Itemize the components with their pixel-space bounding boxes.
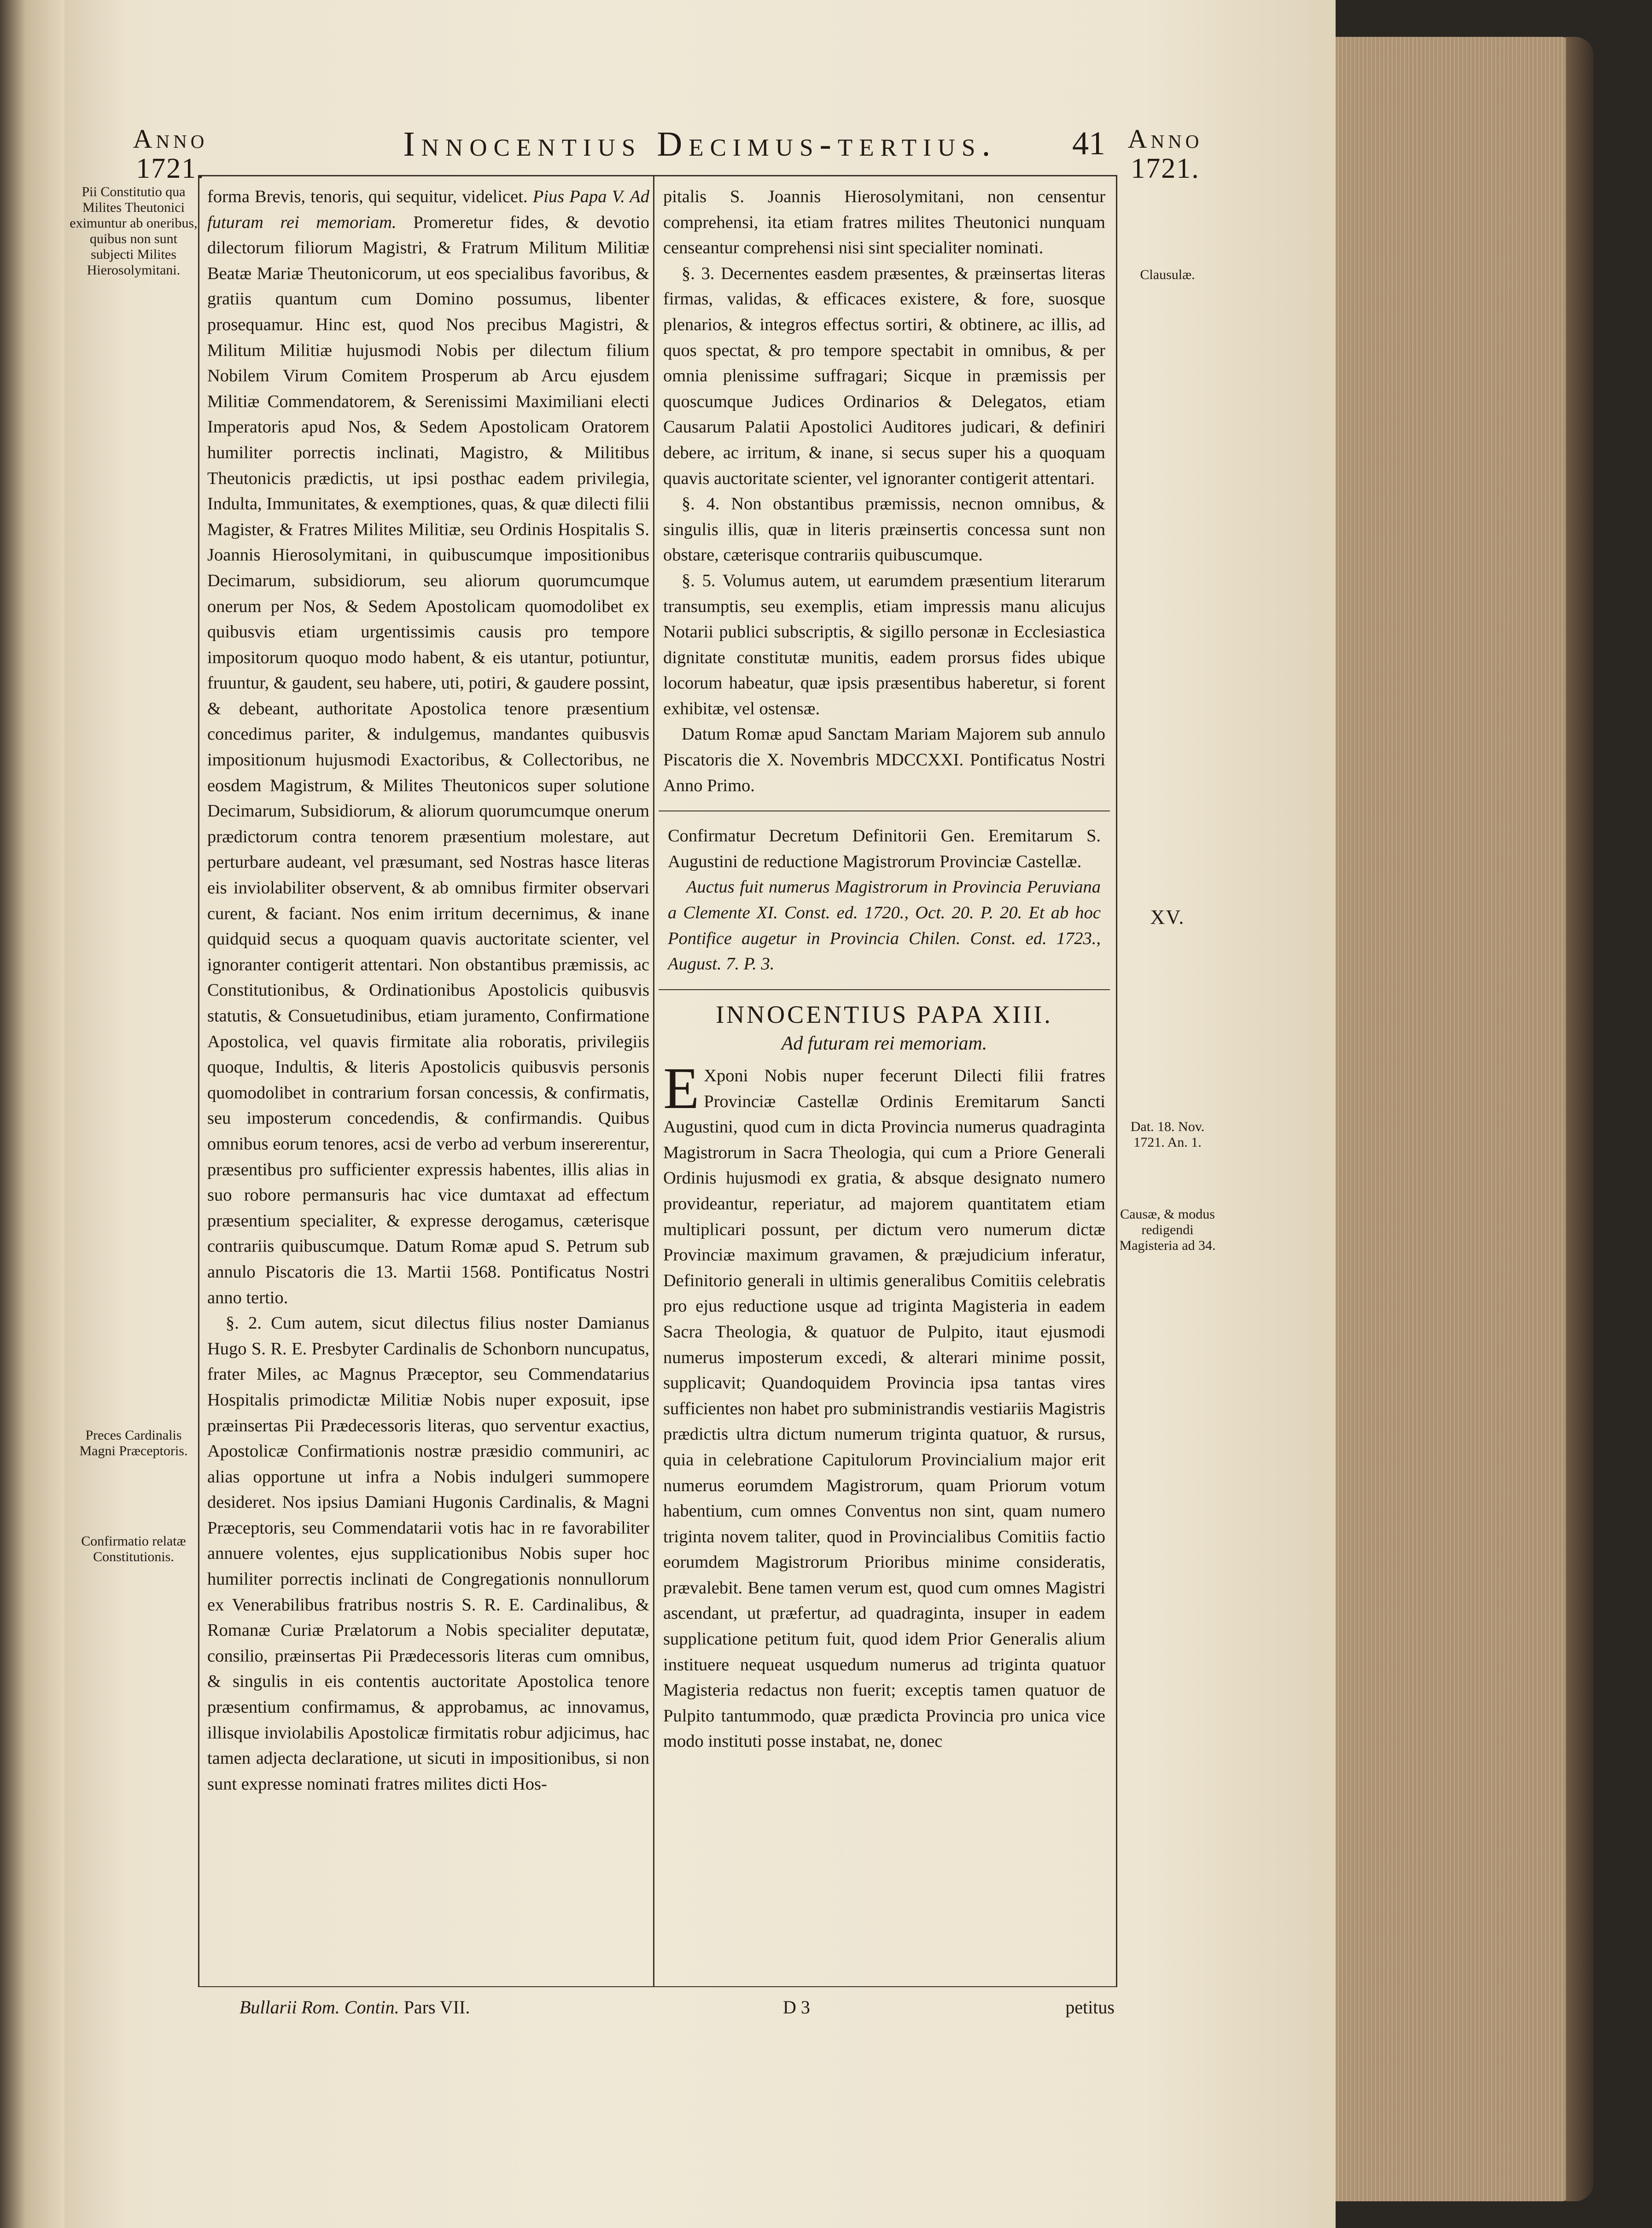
book-fore-edge <box>1336 37 1575 2201</box>
drop-cap: E <box>663 1056 700 1121</box>
body-paragraph <box>663 1056 1105 1755</box>
footer-source <box>239 1996 470 2018</box>
facing-page-edge <box>0 0 64 2228</box>
document-heading: INNOCENTIUS PAPA XIII. <box>716 1000 1053 1028</box>
paragraph-5: §. 5. Volumus autem, ut earumdem præsentium literarum transumptis, seu exemplis, etiam impressis manu alicujus Notarii publici subscriptis, & sigillo personæ in Ecclesiastica dignitate constitutæ munitis, eadem prorsus fides ubique locorum habeatur, quæ ipsis præsentibus haberetur, si forent exhibitæ, vel ostensæ. <box>663 571 1105 718</box>
catchword: petitus <box>1065 1997 1115 2018</box>
paragraph-2: §. 2. Cum autem, sicut dilectus filius noster Damianus Hugo S. R. E. Presbyter Cardinalis de Schonborn nuncupatus, frater Miles, ac Magnus Præceptor, seu Commendatarius Hospitalis primodictæ Militiæ Nobis nuper exposuit, ipse præinsertas Pii Prædecessoris literas, quo serventur exactius, Apostolicæ Confirmationis nostræ præsidio communiri, ac alias opportune ut infra a Nobis indulgeri summopere desideret. Nos ipsius Damiani Hugonis Cardinalis, & Magni Præceptoris, seu Commendatarii votis hac in re favorabiliter annuere volentes, ejus supplicationibus Nobis super hoc humiliter porrectis inclinati de Congregationis nonnullorum ex Venerabilibus fratribus nostris S. R. E. Cardinalibus, & Romanæ Curiæ Prælatorum a Nobis specialiter deputatæ, consilio, præinsertas Pii Prædecessoris literas cum omnibus, & singulis in eis contentis auctoritate Apostolica tenore præsentium confirmamus, & approbamus, ac innovamus, illisque inviolabilis Apostolicæ firmitatis robur adjicimus, hac tamen adjecta declaratione, ut sicuti in impositionibus, si non sunt expresse nominati fratres milites dicti Hos- <box>207 1313 649 1794</box>
margin-note-right-1: Clausulæ. <box>1140 267 1195 282</box>
margin-note-right-3: Causæ, & modus redigendi Magisteria ad 34. <box>1119 1207 1216 1253</box>
signature-mark: D 3 <box>783 1997 810 2018</box>
margin-note-right-2: Dat. 18. Nov. 1721. An. 1. <box>1130 1119 1205 1150</box>
p1-italic: Pius Papa V. Ad futuram rei memoriam. <box>207 187 650 232</box>
p1-intro: forma Brevis, tenoris, qui sequitur, videlicet. <box>207 187 528 206</box>
paragraph-continued: pitalis S. Joannis Hierosolymitani, non censentur comprehensi, ita etiam fratres milites Theutonici nunquam censeantur comprehensi nisi sint specialiter nominati. <box>663 187 1105 258</box>
page-title: Innocentius Decimus-tertius. <box>403 125 997 163</box>
section-number: XV. <box>1150 906 1185 928</box>
margin-note-left-1: Pii Constitutio qua Milites Theutonici eximuntur ab oneribus, quibus non sunt subjecti Milites Hierosolymitani. <box>70 184 198 278</box>
datum-paragraph: Datum Romæ apud Sanctam Mariam Majorem sub annulo Piscatoris die X. Novembris MDCCXXI. Pontificatus Nostri Anno Primo. <box>663 724 1105 795</box>
margin-note-left-3: Confirmatio relatæ Constitutionis. <box>81 1534 186 1564</box>
p1-rest: Promeretur fides, & devotio dilectorum filiorum Magistri, & Fratrum Militum Militiæ Beatæ Mariæ Theutonicorum, ut eos specialibus favoribus, & gratiis quantum cum Domino possumus, libenter prosequamur. Hinc est, quod Nos precibus Magistri, & Militum Militiæ hujusmodi Nobis per dilectum filium Nobilem Virum Comitem Prosperum ab Arcu ejusdem Militiæ Commendatorem, & Serenissimi Maximiliani electi Imperatoris apud Nos, & Sedem Apostolicam Oratorem humiliter porrectis inclinati, Magistro, & Militibus Theutonicis prædictis, ut ipsi posthac eadem privilegia, Indulta, Immunitates, & exemptiones, quas, & quæ dilecti filii Magister, & Fratres Milites Militiæ, seu Ordinis Hospitalis S. Joannis Hierosolymitani, in quibuscumque impositionibus Decimarum, subsidiorum, seu aliorum quorumcumque onerum per Nos, & Sedem Apostolicam quomodolibet ex quibusvis etiam urgentissimis causis pro tempore impositorum quoquo modo habent, & eis utantur, potiuntur, fruuntur, & gaudent, seu habere, uti, potiri, & gaudere possint, & debeant, authoritate Apostolica tenore præsentium concedimus pariter, & indulgemus, mandantes quibusvis impositionum hujusmodi Exactoribus, & Collectoribus, ne eosdem Magistrum, & Milites Theutonicos super solutione Decimarum, Subsidiorum, & aliorum quorumcumque onerum prædictorum contra tenorem præsentium molestare, aut perturbare audeant, vel præsumant, sed Nostras hasce literas eis inviolabiliter observent, & ab omnibus firmiter observari curent, & faciant. Nos enim irritum decernimus, & inane quidquid secus a quoquam quavis auctoritate scienter, vel ignoranter contigerit attentari. Non obstantibus præmissis, ac Constitutionibus, & Ordinationibus Apostolicis quibusvis statutis, & Consuetudinibus, etiam juramento, Confirmatione Apostolica, vel quavis firmitate alia roboratis, privilegiis quoque, Indultis, & literis Apostolicis quibusvis personis quomodolibet in contrarium forsan concessis, & confirmatis, seu imposterum concedendis, & confirmandis. Quibus omnibus eorum tenores, acsi de verbo ad verbum insererentur, præsentibus pro sufficienter expressis habentes, illis alias in suo robore permansuris hac vice dumtaxat ad effectum præsentium specialiter, & expresse derogamus, cæterisque contrariis quibuscumque. Datum Romæ apud S. Petrum sub annulo Piscatoris die 13. Martii 1568. Pontificatus Nostri anno tertio. <box>207 212 649 1307</box>
paragraph-4: §. 4. Non obstantibus præmissis, necnon omnibus, & singulis illis, quæ in literis præinsertis concessa sunt non obstare, cæterisque contrariis quibuscumque. <box>663 494 1105 565</box>
anno-right <box>1105 124 1225 183</box>
left-column <box>207 184 649 1797</box>
document-subheading: Ad futuram rei memoriam. <box>781 1033 987 1055</box>
anno-left-label: Anno <box>133 124 208 154</box>
running-head <box>55 124 1290 184</box>
footer-pars: Pars VII. <box>403 1997 470 2018</box>
body-text: Xponi Nobis nuper fecerunt Dilecti filii fratres Provinciæ Castellæ Ordinis Eremitarum Sancti Augustini, quod cum in dicta Provincia numerus quadraginta Magistrorum in Sacra Theologia, qui cum a Priore Generali Ordinis hujusmodi ex gratia, & absque designato numero provideantur, reperiatur, ad majorem quantitatem etiam multiplicari possunt, per dictum vero numerum dictæ Provinciæ maximum gravamen, & præjudicium inferatur, Definitorio generali in ultimis generalibus Comitiis celebratis pro ejus reductione usque ad triginta Magisteria in eadem Sacra Theologia, & quatuor de Pulpito, itaut ejusmodi numerus imposterum excedi, & alterari minime possit, supplicavit; Quandoquidem Provincia ipsa tantas vires sufficientes non habet pro subministrandis vestiariis Magistris prædictis ultra dictum numerum triginta quatuor, & rursus, quia in celebratione Capitulorum Provincialium major erit numerus eorumdem Magistrorum, quam Priorum votum habentium, cum omnes Conventus non sint, quam numero triginta novem taliter, quod in Provincialibus Comitiis factio eorumdem Magistrorum Prioribus minime consideratis, prævalebit. Bene tamen verum est, quod cum omnes Magistri ascendant, ut præfertur, ad quadraginta, insuper in eadem supplicatione petitum fuit, quod idem Prior Generalis alium instituere nequeat usquedum numerus ad triginta quatuor Magisteria redactus non fuerit; exceptis tamen quatuor de Pulpito tantummodo, quæ prædicta Provincia pro unica vice modo instituti posse instabat, ne, donec <box>663 1066 1105 1751</box>
paragraph-3: §. 3. Decernentes easdem præsentes, & præinsertas literas firmas, validas, & efficaces existere, & fore, suosque plenarios, & integros effectus sortiri, & obtinere, ac illis, ad quos spectat, & pro tempore spectabit in omnibus, & per omnia plenissime suffragari; Sicque in præmissis per quoscumque Judices Ordinarios & Delegatos, etiam Causarum Palatii Apostolici Auditores judicari, & definiri debere, ac irritum, & inane, si secus super his a quoquam quavis auctoritate scienter, vel ignoranter contigerit attentari. <box>663 263 1105 488</box>
page-footer <box>239 1996 1115 2024</box>
anno-right-label: Anno <box>1127 124 1203 154</box>
year-right: 1721. <box>1131 153 1200 184</box>
section-divider-2 <box>659 989 1110 990</box>
right-column <box>663 184 1105 1755</box>
year-left: 1721. <box>136 153 205 184</box>
anno-left <box>115 124 226 183</box>
page-number: 41 <box>1072 125 1105 162</box>
paragraph-1 <box>207 184 649 1311</box>
section-note: Auctus fuit numerus Magistrorum in Provincia Peruviana a Clemente XI. Const. ed. 1720., Oct. 20. P. 20. Et ab hoc Pontifice augetur in Provincia Chilen. Const. ed. 1723., August. 7. P. 3. <box>668 877 1101 974</box>
footer-source-title: Bullarii Rom. Contin. <box>239 1997 399 2018</box>
section-summary: Confirmatur Decretum Definitorii Gen. Eremitarum S. Augustini de reductione Magistrorum Provinciæ Castellæ. <box>668 826 1101 871</box>
margin-note-left-2: Preces Cardinalis Magni Præceptoris. <box>79 1428 188 1458</box>
